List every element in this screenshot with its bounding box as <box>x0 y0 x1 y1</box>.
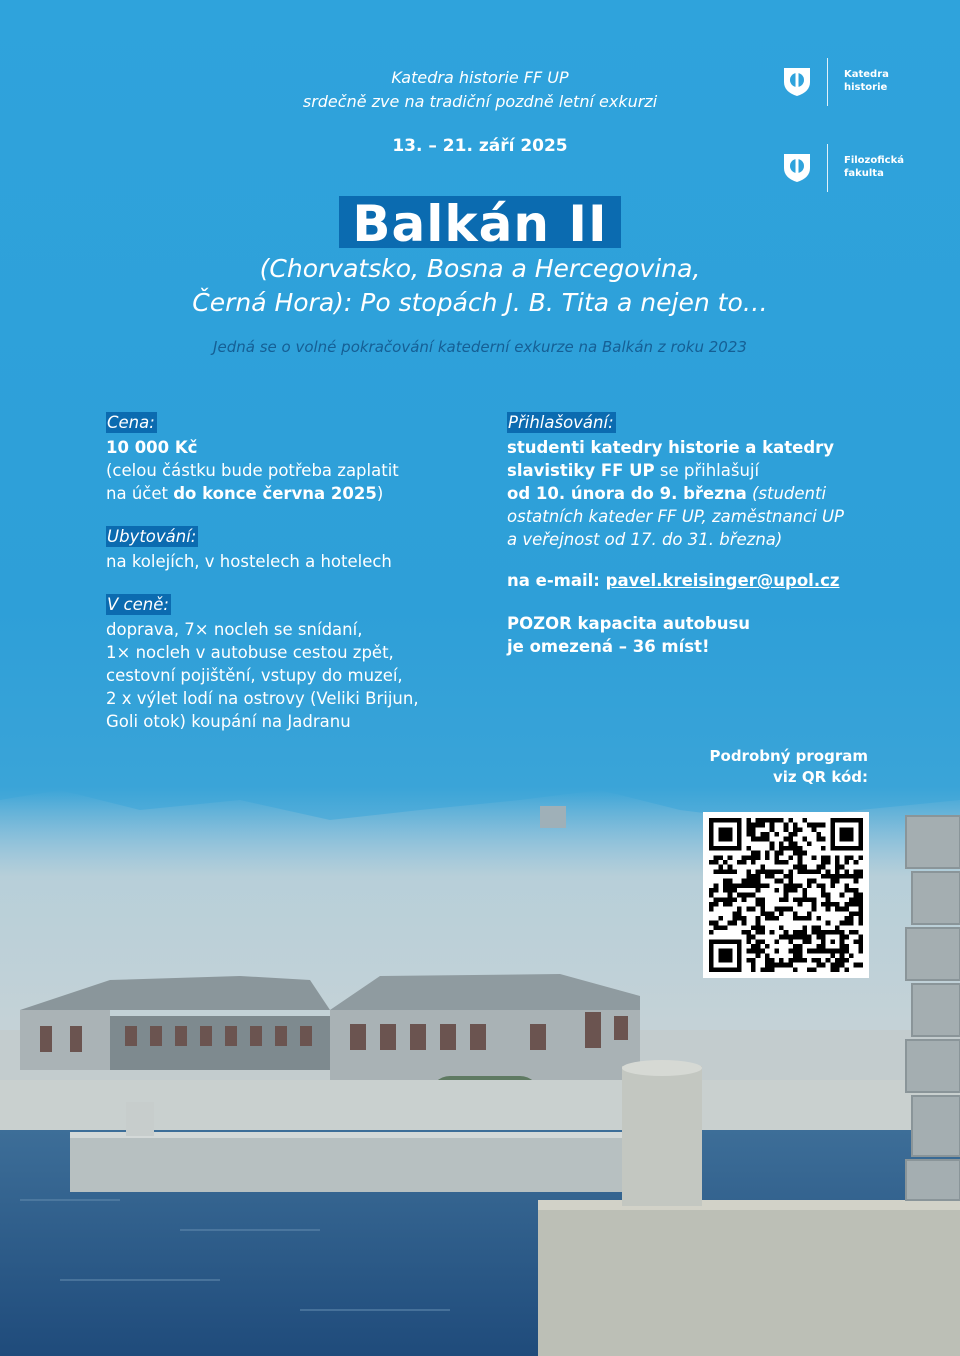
price-deadline <box>106 482 466 505</box>
qr-caption-line: viz QR kód: <box>772 768 868 786</box>
registration-others-line: ostatních kateder FF UP, zaměstnanci UP <box>507 507 844 526</box>
email-link[interactable]: pavel.kreisinger@upol.cz <box>605 571 840 590</box>
price-text: (celou částku bude potřeba zaplatit <box>106 461 399 480</box>
logo-divider <box>827 144 828 192</box>
warning-line: je omezená – 36 míst! <box>507 637 710 656</box>
registration-dates <box>507 482 907 505</box>
qr-caption-line: Podrobný program <box>709 747 868 765</box>
included-line: 2 x výlet lodí na ostrovy (Veliki Brijun, <box>106 689 419 708</box>
inviter: Katedra historie FF UP <box>391 68 569 87</box>
registration-who: studenti katedry historie a katedry <box>507 438 835 457</box>
info-right-column <box>507 411 907 678</box>
subtitle-line: (Chorvatsko, Bosna a Hercegovina, <box>259 254 701 283</box>
included-line: doprava, 7× nocleh se snídaní, <box>106 620 363 639</box>
logo-divider <box>827 58 828 106</box>
registration-verb: se přihlašují <box>654 461 760 480</box>
logo-text-line: Katedra <box>844 69 889 80</box>
invite-line: srdečně zve na tradiční pozdně letní exkurzi <box>302 92 658 111</box>
included-label: V ceně: <box>107 595 169 614</box>
accommodation-text: na kolejích, v hostelech a hotelech <box>106 552 392 571</box>
registration-who-2 <box>507 459 907 482</box>
price-deadline-post: ) <box>376 484 384 503</box>
logos <box>780 58 940 230</box>
accommodation-section <box>106 525 466 573</box>
registration-period: od 10. února do 9. března <box>507 484 747 503</box>
email-section <box>507 569 907 592</box>
continuation-note: Jedná se o volné pokračování katederní exkurze na Balkán z roku 2023 <box>213 338 747 356</box>
title-banner <box>339 195 621 253</box>
registration-section <box>507 411 907 551</box>
registration-label: Přihlašování: <box>508 413 614 432</box>
subtitle-line: Černá Hora): Po stopách J. B. Tita a nejen to… <box>192 288 768 317</box>
logo-filozoficka-fakulta <box>780 144 940 194</box>
included-section <box>106 593 466 733</box>
accommodation-label: Ubytování: <box>107 527 197 546</box>
qr-caption <box>700 746 868 788</box>
qr-code-icon <box>709 818 863 972</box>
upol-emblem-icon <box>780 150 814 184</box>
included-line: 1× nocleh v autobuse cestou zpět, <box>106 643 394 662</box>
email-prefix: na e-mail: <box>507 571 606 590</box>
qr-code[interactable] <box>703 812 869 978</box>
price-deadline-date: do konce června 2025 <box>173 484 377 503</box>
registration-dept: slavistiky FF UP <box>507 461 655 480</box>
price-amount: 10 000 Kč <box>106 438 198 457</box>
logo-text-line: Filozofická <box>844 155 904 166</box>
price-deadline-pre: na účet <box>106 484 174 503</box>
info-left-column <box>106 411 466 753</box>
warning-line: POZOR kapacita autobusu <box>507 614 751 633</box>
event-dates: 13. – 21. září 2025 <box>392 136 568 156</box>
subtitle <box>0 252 960 320</box>
registration-others: (studenti <box>746 484 827 503</box>
upol-emblem-icon <box>780 64 814 98</box>
price-section <box>106 411 466 505</box>
price-label: Cena: <box>107 413 155 432</box>
page-title: Balkán II <box>352 195 608 253</box>
logo-text-line: historie <box>844 82 888 93</box>
logo-text-line: fakulta <box>844 168 884 179</box>
logo-katedra-historie <box>780 58 940 108</box>
included-line: cestovní pojištění, vstupy do muzeí, <box>106 666 403 685</box>
capacity-warning <box>507 612 907 658</box>
registration-public-line: a veřejnost od 17. do 31. března) <box>507 530 783 549</box>
included-line: Goli otok) koupání na Jadranu <box>106 712 351 731</box>
